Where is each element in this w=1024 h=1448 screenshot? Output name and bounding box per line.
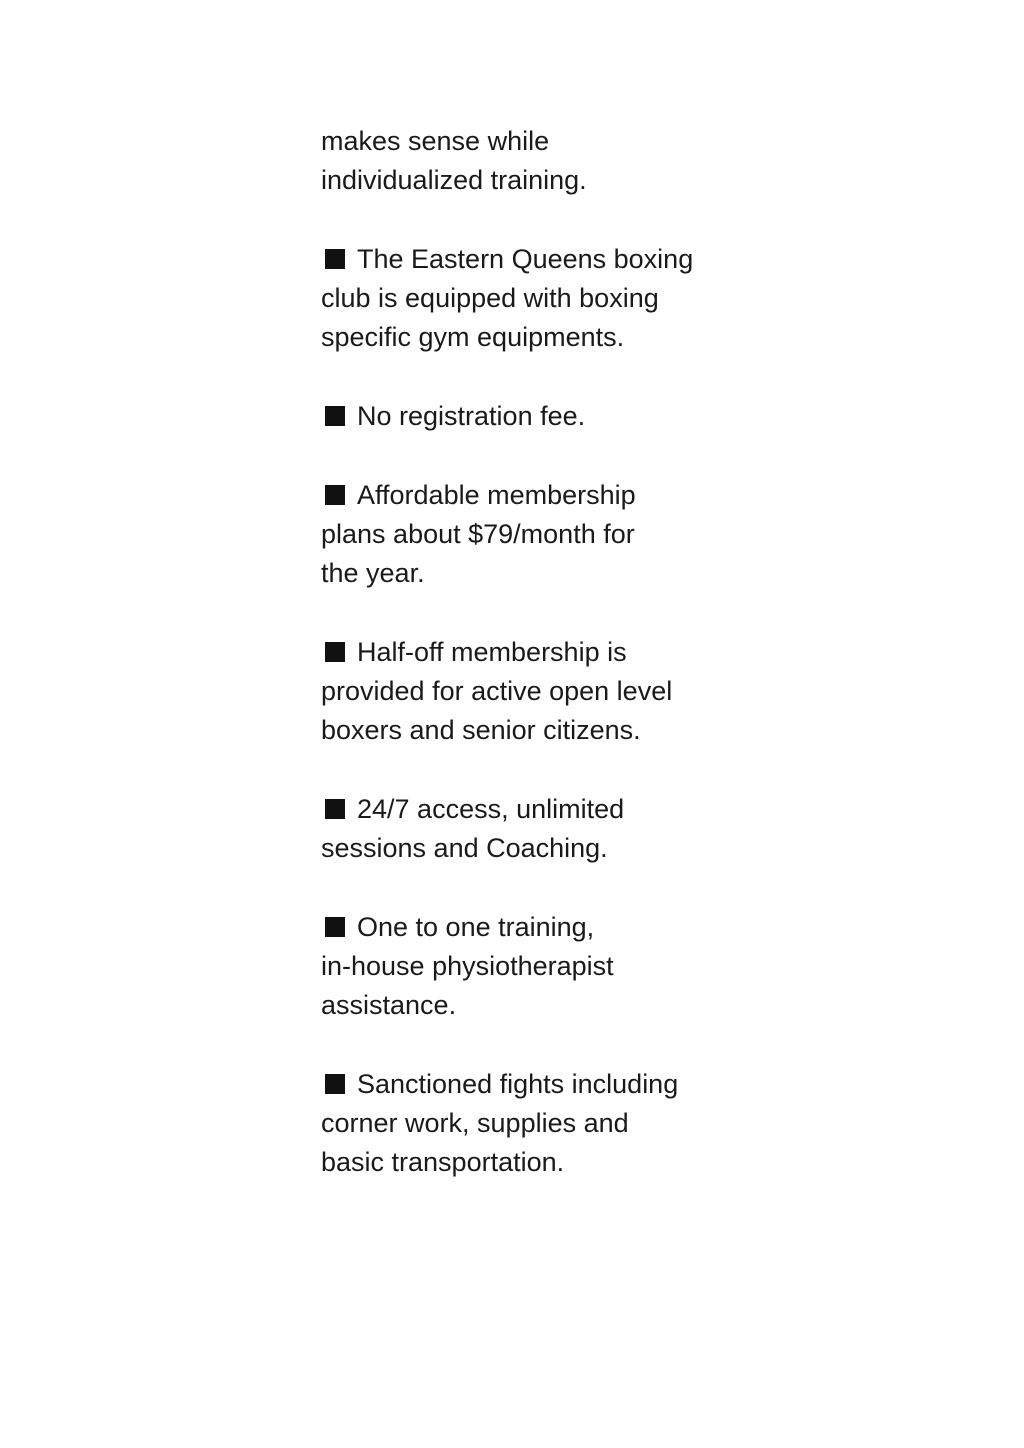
intro-line: makes sense while [321,126,550,156]
bullet-text-line: No registration fee. [357,401,586,431]
bullet-item-training [321,908,711,1025]
black-square-icon [325,249,345,269]
bullet-item-half-off [321,633,711,750]
bullet-text-line: Half-off membership is [357,637,627,667]
bullet-item-fights [321,1065,711,1182]
bullet-text-line: plans about $79/month for [321,519,635,549]
bullet-text-line: the year. [321,558,425,588]
black-square-icon [325,1074,345,1094]
black-square-icon [325,917,345,937]
bullet-text-line: club is equipped with boxing [321,283,659,313]
black-square-icon [325,642,345,662]
document-body [321,122,711,1222]
intro-line: individualized training. [321,165,587,195]
bullet-text-line: specific gym equipments. [321,322,625,352]
bullet-text-line: assistance. [321,990,457,1020]
bullet-text-line: One to one training, [357,912,595,942]
bullet-text-line: boxers and senior citizens. [321,715,641,745]
black-square-icon [325,406,345,426]
bullet-text-line: in-house physiotherapist [321,951,614,981]
bullet-item-membership-plans [321,476,711,593]
black-square-icon [325,799,345,819]
bullet-text-line: sessions and Coaching. [321,833,608,863]
bullet-text-line: basic transportation. [321,1147,565,1177]
bullet-text-line: provided for active open level [321,676,673,706]
bullet-text-line: 24/7 access, unlimited [357,794,625,824]
bullet-text-line: The Eastern Queens boxing [357,244,694,274]
bullet-item-registration [321,397,711,436]
bullet-text-line: Sanctioned fights including [357,1069,679,1099]
bullet-item-equipment [321,240,711,357]
bullet-item-access [321,790,711,868]
intro-paragraph [321,122,711,200]
black-square-icon [325,485,345,505]
bullet-text-line: corner work, supplies and [321,1108,629,1138]
bullet-text-line: Affordable membership [357,480,636,510]
